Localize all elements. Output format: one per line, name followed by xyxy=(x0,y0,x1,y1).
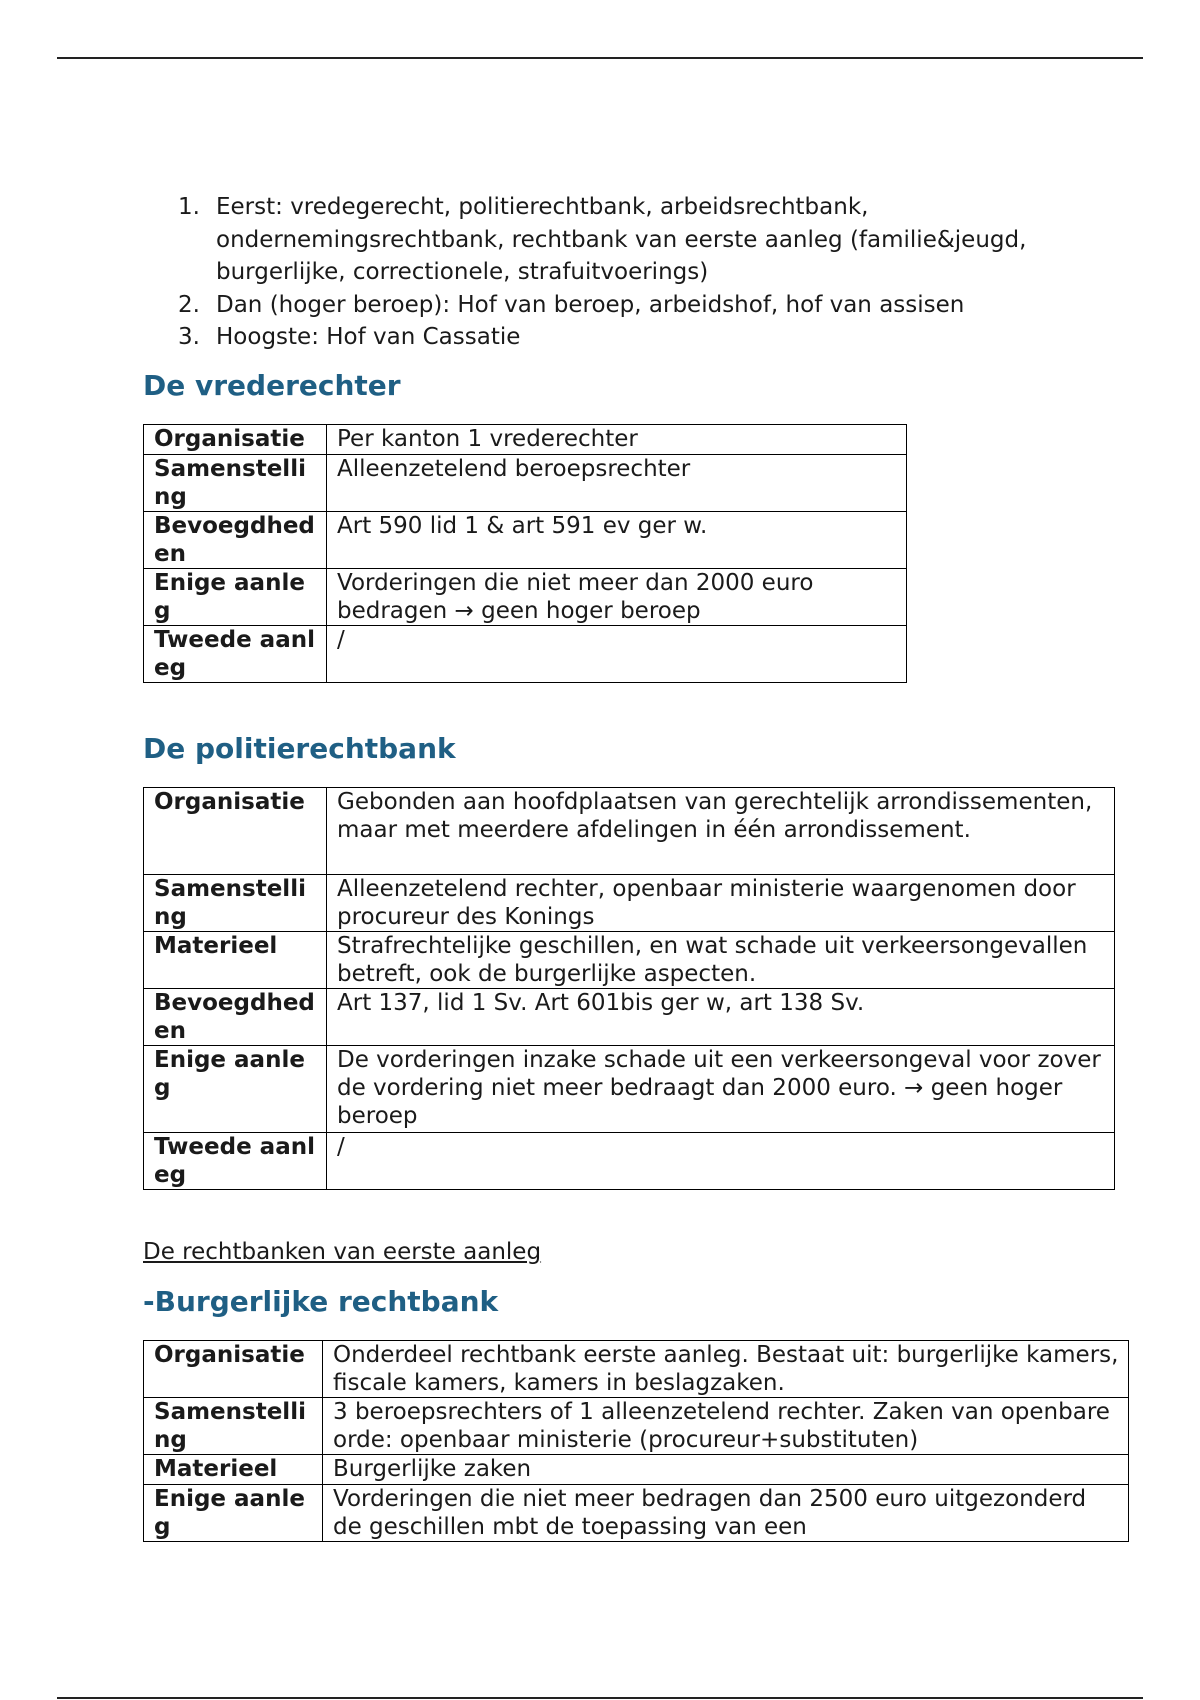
list-text: Dan (hoger beroep): Hof van beroep, arbeidshof, hof van assisen xyxy=(216,291,965,318)
row-label: Tweede aanleg xyxy=(144,626,327,683)
heading-vrederechter: De vrederechter xyxy=(143,369,401,402)
row-value: Alleenzetelend beroepsrechter xyxy=(327,455,907,512)
row-value: / xyxy=(327,626,907,683)
row-label: Samenstelling xyxy=(144,875,327,932)
table-row xyxy=(144,1046,1115,1133)
table-row xyxy=(144,569,907,626)
table-row xyxy=(144,512,907,569)
list-number: 1. xyxy=(178,194,200,220)
row-label: Materieel xyxy=(144,1455,323,1485)
row-value: Vorderingen die niet meer dan 2000 euro bedragen → geen hoger beroep xyxy=(327,569,907,626)
row-label: Organisatie xyxy=(144,1341,323,1398)
row-value: Per kanton 1 vrederechter xyxy=(327,425,907,455)
list-item xyxy=(0,289,1036,322)
list-number: 3. xyxy=(178,324,200,350)
table-row xyxy=(144,932,1115,989)
row-value: 3 beroepsrechters of 1 alleenzetelend rechter. Zaken van openbare orde: openbaar ministerie (procureur+substituten) xyxy=(323,1398,1129,1455)
list-item xyxy=(0,321,1036,354)
burgerlijke-table xyxy=(143,1340,1129,1542)
table-row xyxy=(144,1133,1115,1190)
row-value: Strafrechtelijke geschillen, en wat schade uit verkeersongevallen betreft, ook de burgerlijke aspecten. xyxy=(327,932,1115,989)
list-text: Eerst: vredegerecht, politierechtbank, arbeidsrechtbank, ondernemingsrechtbank, rechtbank van eerste aanleg (familie&jeugd, burgerlijke, correctionele, strafuitvoerings) xyxy=(216,194,1027,285)
row-value: De vorderingen inzake schade uit een verkeersongeval voor zover de vordering niet meer bedraagt dan 2000 euro. → geen hoger beroep xyxy=(327,1046,1115,1133)
heading-politierechtbank: De politierechtbank xyxy=(143,732,456,765)
row-value: Burgerlijke zaken xyxy=(323,1455,1129,1485)
row-label: Bevoegdheden xyxy=(144,512,327,569)
row-value: / xyxy=(327,1133,1115,1190)
list-item xyxy=(0,191,1036,289)
table-row xyxy=(144,1485,1129,1542)
row-value: Gebonden aan hoofdplaatsen van gerechtelijk arrondissementen, maar met meerdere afdelingen in één arrondissement. xyxy=(327,788,1115,875)
table-row xyxy=(144,875,1115,932)
row-label: Enige aanleg xyxy=(144,1046,327,1133)
table-row xyxy=(144,1455,1129,1485)
row-value: Art 590 lid 1 & art 591 ev ger w. xyxy=(327,512,907,569)
row-value: Alleenzetelend rechter, openbaar ministerie waargenomen door procureur des Konings xyxy=(327,875,1115,932)
row-label: Organisatie xyxy=(144,425,327,455)
politierechtbank-table xyxy=(143,787,1115,1190)
vrederechter-table xyxy=(143,424,907,683)
court-hierarchy-list xyxy=(0,191,1036,354)
row-label: Samenstelling xyxy=(144,1398,323,1455)
footer-rule xyxy=(57,1697,1143,1699)
row-value: Vorderingen die niet meer bedragen dan 2500 euro uitgezonderd de geschillen mbt de toepassing van een xyxy=(323,1485,1129,1542)
row-label: Enige aanleg xyxy=(144,1485,323,1542)
table-row xyxy=(144,425,907,455)
row-value: Onderdeel rechtbank eerste aanleg. Bestaat uit: burgerlijke kamers, fiscale kamers, kamers in beslagzaken. xyxy=(323,1341,1129,1398)
row-value: Art 137, lid 1 Sv. Art 601bis ger w, art 138 Sv. xyxy=(327,989,1115,1046)
subheading-eerste-aanleg: De rechtbanken van eerste aanleg xyxy=(143,1239,542,1265)
row-label: Organisatie xyxy=(144,788,327,875)
table-row xyxy=(144,788,1115,875)
table-row xyxy=(144,1341,1129,1398)
table-row xyxy=(144,626,907,683)
row-label: Enige aanleg xyxy=(144,569,327,626)
row-label: Samenstelling xyxy=(144,455,327,512)
table-row xyxy=(144,989,1115,1046)
heading-burgerlijke-rechtbank: -Burgerlijke rechtbank xyxy=(143,1285,499,1318)
list-text: Hoogste: Hof van Cassatie xyxy=(216,324,521,350)
row-label: Bevoegdheden xyxy=(144,989,327,1046)
table-row xyxy=(144,1398,1129,1455)
table-row xyxy=(144,455,907,512)
header-rule xyxy=(57,57,1143,59)
row-label: Materieel xyxy=(144,932,327,989)
row-label: Tweede aanleg xyxy=(144,1133,327,1190)
list-number: 2. xyxy=(178,291,200,318)
